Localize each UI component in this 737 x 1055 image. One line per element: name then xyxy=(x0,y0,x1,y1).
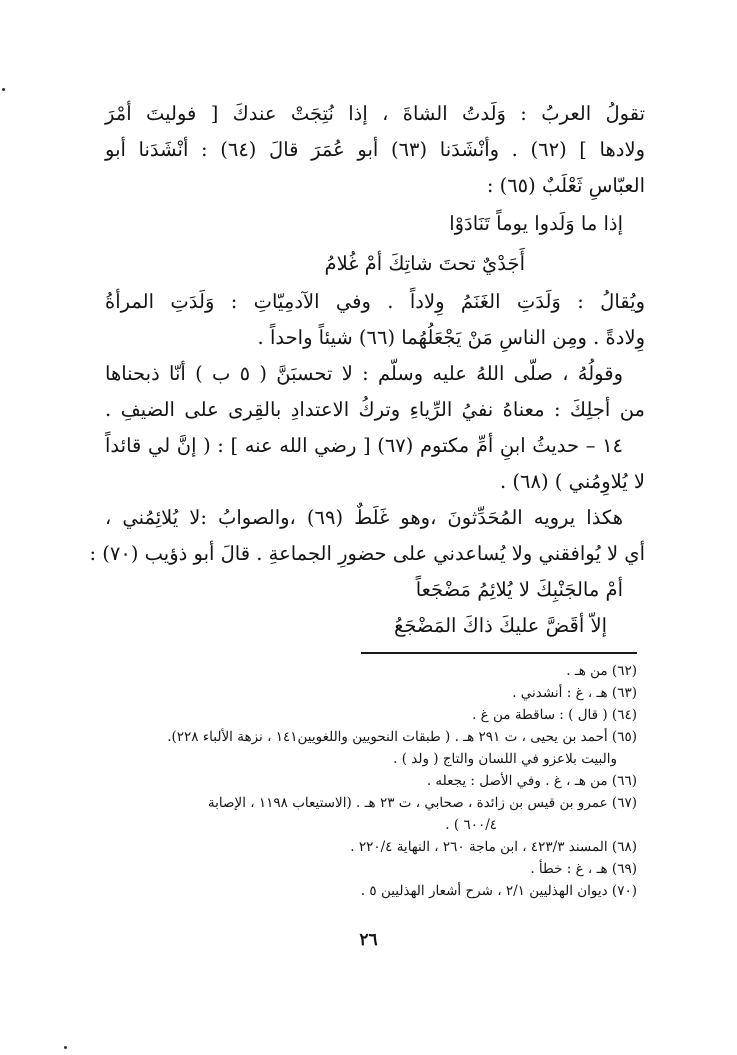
footnote: (٦٥) أحمد بن يحيى ، ت ٢٩١ هـ . ( طبقات النحويين واللغويين١٤١ ، نزهة الألباء ٢٢٨). xyxy=(167,729,637,745)
verse-line: إذا ما وَلَدوا يوماً تَنَادَوْا xyxy=(449,212,623,235)
footnote: (٦٨) المسند ٤٢٣/٣ ، ابن ماجة ٢٦٠ ، النهاية ٢٢٠/٤ . xyxy=(350,839,637,855)
footnote: (٦٤) ( قال ) : ساقطة من غ . xyxy=(472,707,637,723)
text-line: ولادها ] (٦٢) . وأنْشَدَنا (٦٣) أبو عُمَرَ قالَ (٦٤) : أنْشَدَنا أبو xyxy=(105,138,645,161)
text-line: ويُقالُ : وَلَدَتِ الغَنَمُ وِلاداً . وفي الآدمِيّاتِ : وَلَدَتِ المرأةُ xyxy=(105,290,645,313)
footnote-separator xyxy=(361,652,637,654)
footnote: (٦٦) من هـ ، غ . وفي الأصل : يجعله . xyxy=(426,773,637,789)
verse-line: أمْ مالجَنْبِكَ لا يُلائِمُ مَضْجَعاً xyxy=(415,578,623,601)
text-line: وقولُهُ ، صلّى اللهُ عليه وسلّم : لا تحسبَنَّ ( ٥ ب ) أنّا ذبحناها xyxy=(105,362,623,385)
scan-speck xyxy=(64,1046,67,1049)
text-line: وِلادةً . ومِن الناسِ مَنْ يَجْعَلُهُما (٦٦) شيئاً واحداً . xyxy=(257,326,645,349)
verse-line: أَجَدْيٌ تحتَ شاتِكَ أمْ غُلامُ xyxy=(324,252,525,275)
text-line: من أجلِكَ : معناهُ نفيُ الرِّياءِ وتركُ الاعتدادِ بالقِرى على الضيفِ . xyxy=(105,398,645,421)
footnote: (٦٢) من هـ . xyxy=(566,663,637,679)
verse-line: إلاّ أقَضَّ عليكَ ذاكَ المَضْجَعُ xyxy=(393,614,607,637)
footnote: (٦٩) هـ ، غ : خطأ . xyxy=(530,861,637,877)
text-line: تقولُ العربُ : وَلَدتُ الشاةَ ، إذا نُتِجَتْ عندكَ [ فوليتَ أمْرَ xyxy=(105,102,645,125)
footnote-continuation: ٦٠٠/٤ ) . xyxy=(445,817,497,833)
scan-speck xyxy=(2,88,5,91)
footnote: (٦٧) عمرو بن قيس بن زائدة ، صحابي ، ت ٢٣ هـ . (الاستيعاب ١١٩٨ ، الإصابة xyxy=(207,795,637,811)
main-text xyxy=(89,96,645,644)
text-line: العبّاسِ ثَعْلَبٌ (٦٥) : xyxy=(486,174,645,197)
footnotes xyxy=(117,660,637,902)
text-line: أي لا يُوافقني ولا يُساعدني على حضورِ الجماعةِ . قالَ أبو ذؤيب (٧٠) : xyxy=(89,542,645,565)
text-line: هكذا يرويه المُحَدِّثونَ ،وهو غَلَطٌ (٦٩) ،والصوابُ :لا يُلائِمُني ، xyxy=(105,506,623,529)
footnote: (٦٣) هـ ، غ : أنشدني . xyxy=(512,685,637,701)
footnote: (٧٠) ديوان الهذليين ٢/١ ، شرح أشعار الهذليين ٥ . xyxy=(360,883,637,899)
footnote-continuation: والبيت بلاعزو في اللسان والتاج ( ولد ) . xyxy=(393,751,617,767)
text-line: لا يُلاوِمُني ) (٦٨) . xyxy=(500,470,645,493)
hadith-heading-line: ١٤ – حديثُ ابنِ أمِّ مكتوم (٦٧) [ رضي الله عنه ] : ( إنَّ لي قائداً xyxy=(105,434,624,457)
page-number: ٢٦ xyxy=(359,930,378,950)
